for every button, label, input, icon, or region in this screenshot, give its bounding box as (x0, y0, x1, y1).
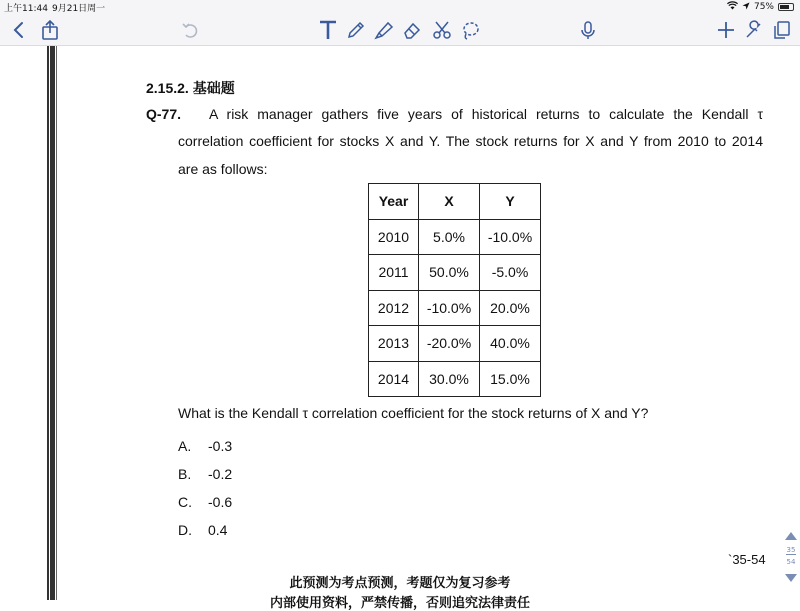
option-d-value: 0.4 (208, 522, 228, 538)
footer-notice-2: 内部使用资料，严禁传播，否则追究法律责任 (269, 595, 530, 610)
table-row (369, 290, 541, 326)
footer-notice-1: 此预测为考点预测，考题仅为复习参考 (289, 575, 511, 590)
section-heading: 2.15.2. 基础题 (146, 80, 235, 96)
option-a-letter: A. (178, 438, 192, 454)
question-text-line3: are as follows: (178, 161, 268, 177)
table-cell: 50.0% (419, 255, 480, 291)
table-cell: 2012 (369, 290, 419, 326)
table-cell: 20.0% (480, 290, 541, 326)
pages-icon[interactable] (770, 18, 794, 42)
total-pages: 54 (786, 558, 796, 566)
page-down-icon[interactable] (785, 574, 797, 582)
table-cell: -20.0% (419, 326, 480, 362)
pen-icon[interactable] (344, 18, 368, 42)
status-indicators (727, 1, 794, 13)
question-prompt: What is the Kendall τ correlation coefficient for the stock returns of X and Y? (178, 405, 649, 421)
microphone-icon[interactable] (576, 18, 600, 42)
eraser-icon[interactable] (400, 18, 424, 42)
status-bar (0, 0, 800, 14)
back-icon[interactable] (8, 18, 32, 42)
table-cell: 2011 (369, 255, 419, 291)
table-row (369, 326, 541, 362)
option-d-letter: D. (178, 522, 192, 538)
scissors-icon[interactable] (430, 18, 454, 42)
returns-table (368, 183, 541, 397)
option-b-value: -0.2 (208, 466, 233, 482)
page-up-icon[interactable] (785, 532, 797, 540)
toolbar (0, 14, 800, 46)
undo-icon[interactable] (178, 18, 202, 42)
option-c-value: -0.6 (208, 494, 233, 510)
table-cell: 5.0% (419, 219, 480, 255)
table-cell: -5.0% (480, 255, 541, 291)
table-row (369, 361, 541, 397)
table-cell: 2013 (369, 326, 419, 362)
table-row (369, 255, 541, 291)
battery-icon (778, 3, 794, 11)
option-b-letter: B. (178, 466, 192, 482)
location-icon (742, 2, 750, 13)
current-page: 35 (786, 546, 796, 554)
table-cell: -10.0% (480, 219, 541, 255)
battery-level (780, 5, 789, 9)
share-icon[interactable] (38, 18, 62, 42)
option-a-value: -0.3 (208, 438, 233, 454)
table-cell: -10.0% (419, 290, 480, 326)
page-navigator (782, 532, 800, 584)
table-header-row (369, 184, 541, 220)
table-cell: 15.0% (480, 361, 541, 397)
wrench-icon[interactable] (742, 18, 766, 42)
table-cell: 30.0% (419, 361, 480, 397)
table-cell: 40.0% (480, 326, 541, 362)
battery-percent: 75% (753, 2, 774, 12)
status-date: 9月21日周一 (52, 4, 106, 14)
wifi-icon (727, 1, 738, 13)
option-c-letter: C. (178, 494, 192, 510)
table-row (369, 219, 541, 255)
add-icon[interactable] (714, 18, 738, 42)
highlighter-icon[interactable] (372, 18, 396, 42)
question-number: Q-77. (146, 106, 182, 122)
status-time: 上午11:44 (4, 4, 48, 14)
lasso-icon[interactable] (458, 18, 482, 42)
text-tool-icon[interactable] (316, 18, 340, 42)
page-binding-margin (44, 46, 58, 600)
table-cell: 2010 (369, 219, 419, 255)
page-reference: `35-54 (728, 552, 766, 567)
table-header: X (419, 184, 480, 220)
table-header: Y (480, 184, 541, 220)
table-header: Year (369, 184, 419, 220)
table-cell: 2014 (369, 361, 419, 397)
question-text-line1: A risk manager gathers five years of historical returns to calculate the Kendall τ (209, 106, 763, 122)
question-text-line2: correlation coefficient for stocks X and Y. The stock returns for X and Y from 2010 to 2014 (178, 133, 763, 149)
